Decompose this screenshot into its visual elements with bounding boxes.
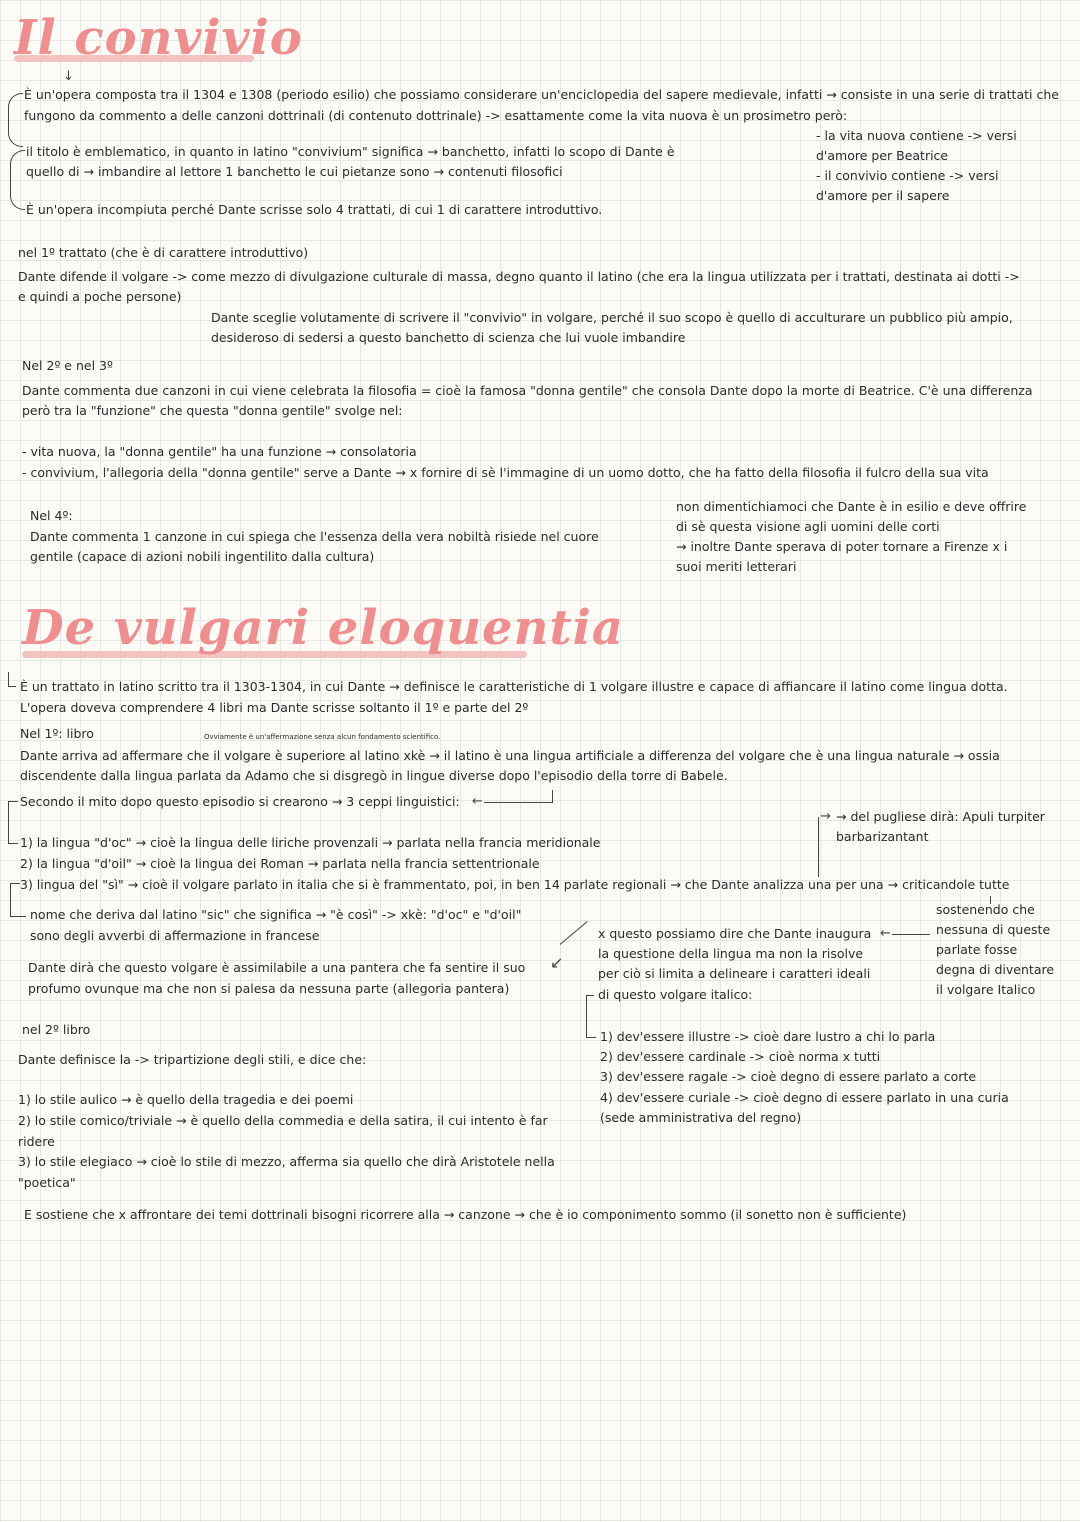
- requisito-2: 2) dev'essere cardinale -> cioè norma x tutti: [600, 1049, 881, 1064]
- stile-3: ridere: [18, 1134, 55, 1149]
- requisito-3: 3) dev'essere ragale -> cioè degno di essere parlato a corte: [600, 1069, 977, 1084]
- trattato-4-line-1: Dante commenta 1 canzone in cui spiega che l'essenza della vera nobiltà risiede nel cuore: [30, 529, 599, 544]
- connector-line: [484, 802, 552, 803]
- side-note-line-3: - il convivio contiene -> versi: [816, 168, 999, 183]
- trattato-1-line-3: Dante sceglie volutamente di scrivere il "convivio" in volgare, perché il suo scopo è quello di acculturare un pubblico più ampio,: [211, 310, 1013, 325]
- dve-intro-line-1: È un trattato in latino scritto tra il 1303-1304, in cui Dante → definisce le caratteristiche di 1 volgare illustre e capace di affiancare il latino come lingua dotta.: [20, 679, 1008, 694]
- trattato-1-line-1: Dante difende il volgare -> come mezzo di divulgazione culturale di massa, degno quanto il latino (che era la lingua utilizzata per i trattati, destinata ai dotti ->: [18, 269, 1020, 284]
- esilio-note-line-3: → inoltre Dante sperava di poter tornare a Firenze x i: [676, 539, 1008, 554]
- convivio-titolo-line-2: quello di → imbandire al lettore 1 banchetto le cui pietanze sono → contenuti filosofici: [26, 164, 563, 179]
- trattato-1-heading: nel 1º trattato (che è di carattere introduttivo): [18, 245, 309, 260]
- titolo-bracket: [10, 150, 25, 210]
- intro-corner-line: [8, 686, 16, 687]
- ceppi-heading: Secondo il mito dopo questo episodio si crearono → 3 ceppi linguistici:: [20, 794, 460, 809]
- ceppo-oc: 1) la lingua "d'oc" → cioè la lingua delle liriche provenzali → parlata nella francia meridionale: [20, 835, 601, 850]
- sostenendo-line-4: degna di diventare: [936, 962, 1055, 977]
- questione-line-2: la questione della lingua ma non la risolve: [598, 946, 864, 961]
- trattato-4-line-2: gentile (capace di azioni nobili ingentilito dalla cultura): [30, 549, 375, 564]
- stile-2: 2) lo stile comico/triviale → è quello della commedia e della satira, il cui intento è far: [18, 1113, 548, 1128]
- pugliese-note-line-2: barbarizantant: [836, 829, 929, 844]
- side-note-line-4: d'amore per il sapere: [816, 188, 950, 203]
- ceppi-bracket-line: [8, 843, 18, 844]
- stile-4: 3) lo stile elegiaco → cioè lo stile di mezzo, afferma sia quello che dirà Aristotele nella: [18, 1154, 555, 1169]
- sostenendo-line-1: sostenendo che: [936, 902, 1035, 917]
- diagonal-arrow-icon: ↙: [550, 953, 564, 972]
- esilio-note-line-2: di sè questa visione agli uomini delle corti: [676, 519, 940, 534]
- ceppo-si: 3) lingua del "sì" → cioè il volgare parlato in italia che si è frammentato, poi, in ben 14 parlate regionali → che Dante analizza una per una → criticandole tutte: [20, 877, 1010, 892]
- questione-line-1: x questo possiamo dire che Dante inaugura: [598, 926, 872, 941]
- sostenendo-line-5: il volgare Italico: [936, 982, 1036, 997]
- trattato-1-line-2: e quindi a poche persone): [18, 289, 182, 304]
- trattati-2-3-line-3: - vita nuova, la "donna gentile" ha una funzione → consolatoria: [22, 444, 417, 459]
- questione-line-3: per ciò si limita a delineare i caratteri ideali: [598, 966, 871, 981]
- pantera-line-1: Dante dirà che questo volgare è assimilabile a una pantera che fa sentire il suo: [28, 960, 526, 975]
- questione-line-4: di questo volgare italico:: [598, 987, 753, 1002]
- ceppi-bracket-line: [8, 801, 18, 802]
- libro-2-line-1: Dante definisce la -> tripartizione degli stili, e dice che:: [18, 1052, 367, 1067]
- ceppi-bracket-line: [8, 801, 9, 843]
- esilio-note-line-1: non dimentichiamoci che Dante è in esilio e deve offrire: [676, 499, 1027, 514]
- stile-1: 1) lo stile aulico → è quello della tragedia e dei poemi: [18, 1092, 354, 1107]
- requisito-5: (sede amministrativa del regno): [600, 1110, 802, 1125]
- req-bracket-line: [586, 1037, 596, 1038]
- intro-bracket: [8, 93, 23, 147]
- libro-1-heading: Nel 1º: libro: [20, 726, 94, 741]
- convivio-intro-line-2: fungono da commento a delle canzoni dottrinali (di contenuto dottrinale) -> esattamente come la vita nuova è un prosimetro però:: [24, 108, 848, 123]
- side-note-line-2: d'amore per Beatrice: [816, 148, 949, 163]
- libro-1-line-1: Dante arriva ad affermare che il volgare è superiore al latino xkè → il latino è una lingua artificiale a differenza del volgare che è una lingua naturale → ossia: [20, 748, 1000, 763]
- si-bracket-line: [10, 883, 20, 884]
- convivio-titolo-line-1: il titolo è emblematico, in quanto in latino "convivium" significa → banchetto, infatti lo scopo di Dante è: [26, 144, 675, 159]
- trattato-4-heading: Nel 4º:: [30, 508, 73, 523]
- right-arrow-icon: →: [820, 809, 831, 824]
- convivio-intro-line-1: È un'opera composta tra il 1304 e 1308 (periodo esilio) che possiamo considerare un'enciclopedia del sapere medievale, infatti → consiste in una serie di trattati che: [24, 87, 1059, 102]
- convivio-incompiuta: È un'opera incompiuta perché Dante scrisse solo 4 trattati, di cui 1 di carattere introduttivo.: [26, 202, 603, 217]
- libro-1-footnote: Ovviamente è un'affermazione senza alcun fondamento scientifico.: [204, 733, 441, 741]
- intro-corner-line: [8, 672, 9, 686]
- sostenendo-line-2: nessuna di queste: [936, 922, 1051, 937]
- dve-intro-line-2: L'opera doveva comprendere 4 libri ma Dante scrisse soltanto il 1º e parte del 2º: [20, 700, 529, 715]
- libro-2-heading: nel 2º libro: [22, 1022, 91, 1037]
- trattati-2-3-line-2: però tra la "funzione" che questa "donna gentile" svolge nel:: [22, 403, 403, 418]
- req-bracket-line: [586, 995, 594, 996]
- pantera-line-2: profumo ovunque ma che non si palesa da nessuna parte (allegoria pantera): [28, 981, 510, 996]
- convivio-title: Il convivio: [14, 10, 303, 66]
- trattato-1-line-4: desideroso di sedersi a questo banchetto di scienza che lui vuole imbandire: [211, 330, 686, 345]
- nome-line-1: nome che deriva dal latino "sic" che significa → "è così" -> xkè: "d'oc" e "d'oil": [30, 907, 522, 922]
- side-note-line-1: - la vita nuova contiene -> versi: [816, 128, 1017, 143]
- stile-5: "poetica": [18, 1175, 76, 1190]
- nome-line-2: sono degli avverbi di affermazione in francese: [30, 928, 320, 943]
- trattati-2-3-heading: Nel 2º e nel 3º: [22, 358, 113, 373]
- dve-title: De vulgari eloquentia: [22, 600, 624, 656]
- esilio-note-line-4: suoi meriti letterari: [676, 559, 797, 574]
- connector-line: [818, 817, 819, 877]
- conclusione: E sostiene che x affrontare dei temi dottrinali bisogni ricorrere alla → canzone → che è io componimento sommo (il sonetto non è sufficiente): [24, 1207, 907, 1222]
- si-bracket-line: [10, 916, 26, 917]
- requisito-1: 1) dev'essere illustre -> cioè dare lustro a chi lo parla: [600, 1029, 936, 1044]
- sostenendo-line-3: parlate fosse: [936, 942, 1018, 957]
- connector-line: [552, 790, 553, 803]
- requisito-4: 4) dev'essere curiale -> cioè degno di essere parlato in una curia: [600, 1090, 1009, 1105]
- trattati-2-3-line-1: Dante commenta due canzoni in cui viene celebrata la filosofia = cioè la famosa "donna gentile" che consola Dante dopo la morte di Beatrice. C'è una differenza: [22, 383, 1033, 398]
- ceppo-oil: 2) la lingua "d'oil" → cioè la lingua dei Roman → parlata nella francia settentrionale: [20, 856, 540, 871]
- pugliese-note-line-1: → del pugliese dirà: Apuli turpiter: [836, 809, 1045, 824]
- req-bracket-line: [586, 995, 587, 1037]
- connector-line: [892, 934, 930, 935]
- si-bracket-line: [10, 883, 11, 916]
- down-arrow-icon: ↓: [63, 69, 74, 84]
- left-arrow-icon: ←: [472, 794, 483, 809]
- connector-line: [560, 921, 588, 945]
- left-arrow-icon: ←: [880, 926, 891, 941]
- libro-1-line-2: discendente dalla lingua parlata da Adamo che si disgregò in lingue diverse dopo l'episodio della torre di Babele.: [20, 768, 728, 783]
- trattati-2-3-line-4: - convivium, l'allegoria della "donna gentile" serve a Dante → x fornire di sè l'immagine di un uomo dotto, che ha fatto della filosofia il fulcro della sua vita: [22, 465, 989, 480]
